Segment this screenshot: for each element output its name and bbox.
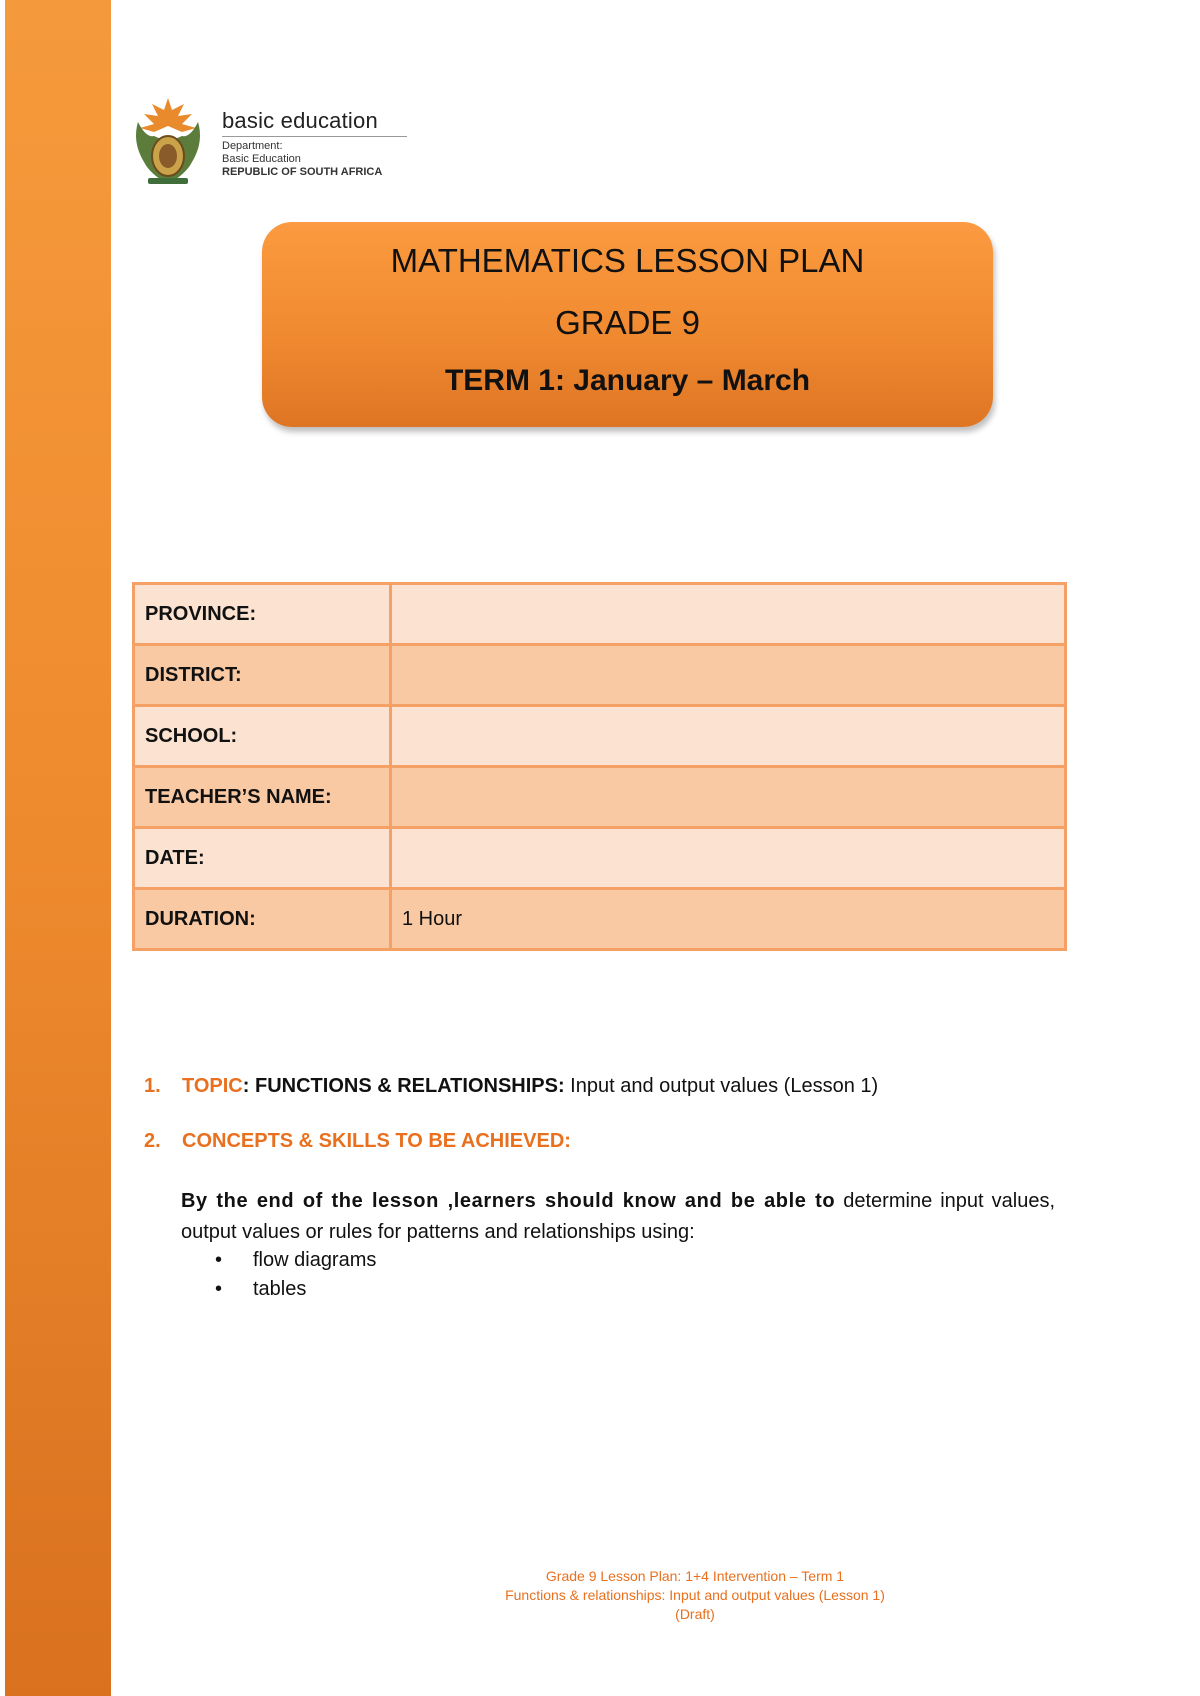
footer-line-2: Functions & relationships: Input and output values (Lesson 1) (505, 1587, 885, 1603)
grade-heading: GRADE 9 (555, 304, 700, 341)
table-row (134, 706, 1066, 767)
list-item (215, 1246, 376, 1275)
topic-label: TOPIC (182, 1075, 243, 1097)
teacher-name-label: TEACHER’S NAME: (134, 767, 391, 828)
logo-department-name: Basic Education (222, 153, 301, 165)
topic-number: 1. (144, 1075, 161, 1097)
objectives-text: determine input values, output values or rules for patterns and relationships using: (181, 1190, 1055, 1243)
department-logo (130, 92, 420, 192)
teacher-name-value (391, 767, 1066, 828)
concepts-heading: CONCEPTS & SKILLS TO BE ACHIEVED: (182, 1130, 571, 1152)
table-row (134, 645, 1066, 706)
province-label: PROVINCE: (134, 584, 391, 645)
list-item-text: flow diagrams (253, 1249, 377, 1271)
school-label: SCHOOL: (134, 706, 391, 767)
topic-heading: FUNCTIONS & RELATIONSHIPS: (249, 1075, 565, 1097)
concepts-section (144, 1130, 571, 1153)
list-item-text: tables (253, 1278, 307, 1300)
page-footer (400, 1567, 990, 1624)
bullet-icon: • (215, 1278, 223, 1300)
bullet-icon: • (215, 1249, 223, 1271)
table-row (134, 828, 1066, 889)
table-row (134, 584, 1066, 645)
topic-section (144, 1075, 878, 1098)
logo-title: basic education (222, 108, 378, 133)
district-value (391, 645, 1066, 706)
school-value (391, 706, 1066, 767)
topic-colon: : (242, 1075, 250, 1097)
concepts-number: 2. (144, 1130, 161, 1152)
objectives-lead: By the end of the lesson ,learners should know and be able to (181, 1190, 836, 1212)
date-label: DATE: (134, 828, 391, 889)
footer-line-1: Grade 9 Lesson Plan: 1+4 Intervention – Term 1 (545, 1568, 845, 1584)
lesson-info-table (132, 582, 1067, 951)
table-row (134, 889, 1066, 950)
district-label: DISTRICT: (134, 645, 391, 706)
duration-label: DURATION: (134, 889, 391, 950)
table-row (134, 767, 1066, 828)
logo-country: REPUBLIC OF SOUTH AFRICA (222, 166, 383, 178)
duration-value: 1 Hour (391, 889, 1066, 950)
topic-text: Input and output values (Lesson 1) (564, 1075, 879, 1097)
title-banner (262, 222, 993, 427)
province-value (391, 584, 1066, 645)
coat-of-arms-icon (130, 92, 206, 192)
date-value (391, 828, 1066, 889)
term-heading: TERM 1: January – March (444, 364, 811, 397)
footer-line-3: (Draft) (675, 1606, 715, 1622)
logo-department-label: Department: (222, 140, 283, 152)
side-accent-bar (5, 0, 111, 1696)
logo-divider (222, 136, 407, 137)
document-title: MATHEMATICS LESSON PLAN (390, 242, 865, 279)
list-item (215, 1275, 376, 1304)
objectives-paragraph (181, 1186, 1055, 1248)
skills-list (215, 1246, 376, 1304)
